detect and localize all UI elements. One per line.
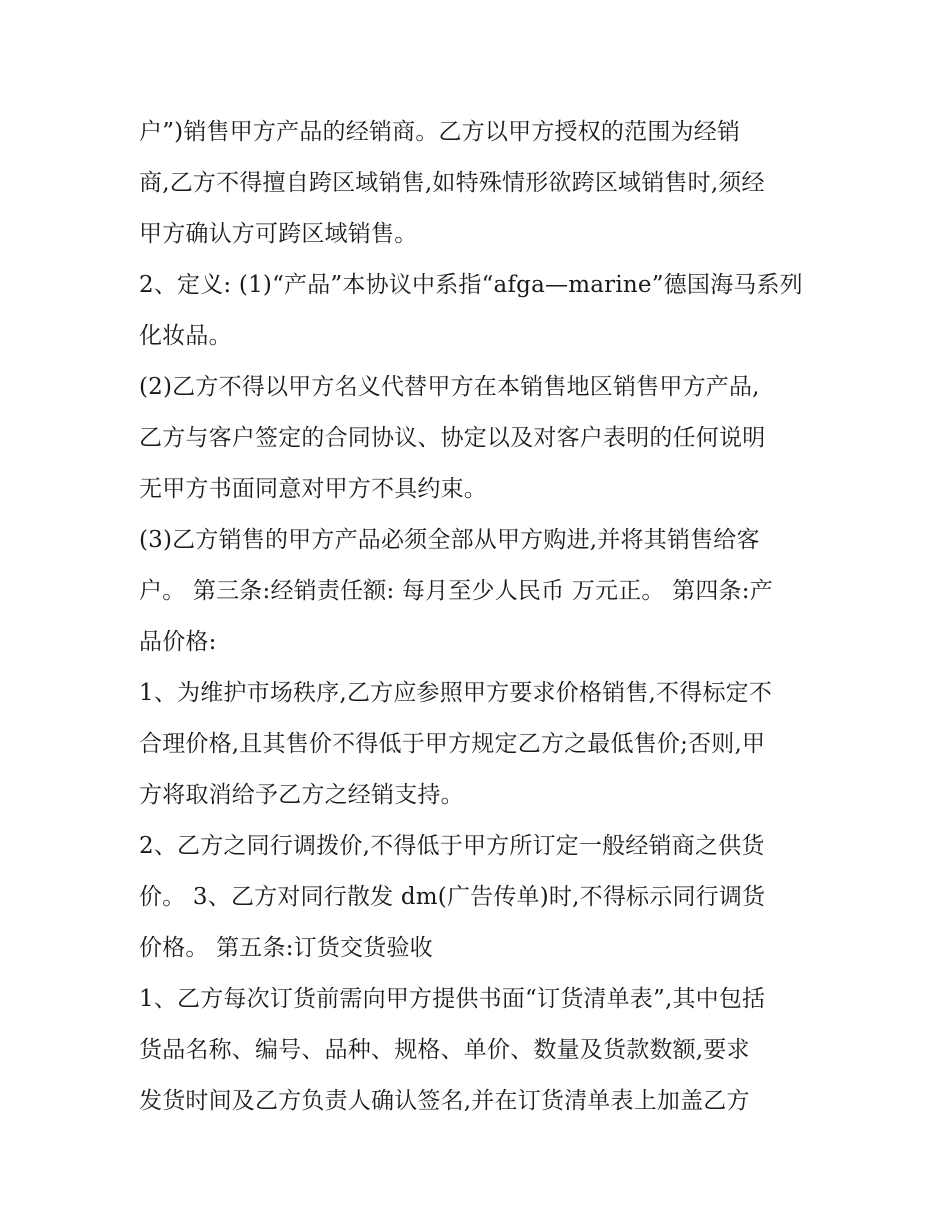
text-line: 价。 3、乙方对同行散发 dm(广告传单)时,不得标示同行调货	[139, 884, 766, 910]
text-line: 2、乙方之同行调拨价,不得低于甲方所订定一般经销商之供货	[139, 833, 765, 859]
text-line: 方将取消给予乙方之经销支持。	[139, 782, 464, 808]
text-line: 1、乙方每次订货前需向甲方提供书面“订货清单表”,其中包括	[139, 986, 766, 1012]
text-line: (3)乙方销售的甲方产品必须全部从甲方购进,并将其销售给客	[139, 527, 760, 553]
text-line: 1、为维护市场秩序,乙方应参照甲方要求价格销售,不得标定不	[139, 680, 773, 706]
text-line: 货品名称、编号、品种、规格、单价、数量及货款数额,要求	[139, 1037, 750, 1063]
text-line: 合理价格,且其售价不得低于甲方规定乙方之最低售价;否则,甲	[139, 731, 766, 757]
text-line: (2)乙方不得以甲方名义代替甲方在本销售地区销售甲方产品,	[139, 374, 760, 400]
text-line: 乙方与客户签定的合同协议、协定以及对客户表明的任何说明	[139, 425, 766, 451]
text-line: 品价格:	[139, 629, 217, 655]
text-line: 无甲方书面同意对甲方不具约束。	[139, 476, 487, 502]
text-line: 商,乙方不得擅自跨区域销售,如特殊情形欲跨区域销售时,须经	[139, 170, 765, 196]
text-line: 户”)销售甲方产品的经销商。乙方以甲方授权的范围为经销	[139, 119, 741, 145]
text-line: 发货时间及乙方负责人确认签名,并在订货清单表上加盖乙方	[139, 1088, 750, 1114]
text-line: 户。 第三条:经销责任额: 每月至少人民币 万元正。 第四条:产	[139, 578, 773, 604]
text-line: 甲方确认方可跨区域销售。	[139, 221, 418, 247]
document-body	[139, 107, 819, 1127]
text-line: 价格。 第五条:订货交货验收	[139, 935, 433, 961]
text-line: 2、定义: (1)“产品”本协议中系指“afga—marine”德国海马系列	[139, 272, 803, 298]
text-line: 化妆品。	[139, 323, 232, 349]
